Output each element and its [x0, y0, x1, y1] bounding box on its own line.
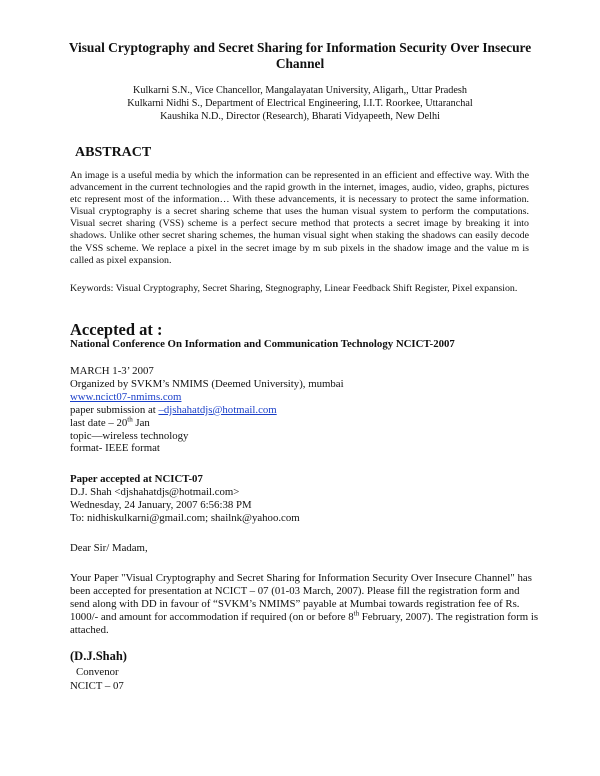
author-line: Kaushika N.D., Director (Research), Bharati Vidyapeeth, New Delhi [160, 111, 440, 123]
last-date-text: last date – 20 [70, 416, 128, 429]
last-date [70, 417, 540, 430]
keywords: Keywords: Visual Cryptography, Secret Sharing, Stegnography, Linear Feedback Shift Register, Pixel expansion. [70, 283, 518, 294]
author-line: Kulkarni S.N., Vice Chancellor, Mangalayatan University, Aligarh,, Uttar Pradesh [133, 85, 467, 96]
abstract-heading: ABSTRACT [75, 145, 152, 160]
conference-name: National Conference On Information and Communication Technology NCICT-2007 [70, 338, 455, 350]
submission-line [70, 404, 540, 417]
salutation: Dear Sir/ Madam, [70, 542, 148, 554]
letter-end: February, 2007). The registration form is attached. [70, 611, 539, 637]
author-line: Kulkarni Nidhi S., Department of Electrical Engineering, I.I.T. Roorkee, Uttaranchal [127, 98, 473, 110]
organizer: Organized by SVKM’s NMIMS (Deemed University), mumbai [70, 377, 344, 390]
email-from: D.J. Shah <djshahatdjs@hotmail.com> [70, 485, 240, 498]
email-date: Wednesday, 24 January, 2007 6:56:38 PM [70, 498, 252, 511]
signature-name: (D.J.Shah) [70, 649, 127, 663]
abstract-body: An image is a useful media by which the information can be represented in an efficient and effective way. With the advancement in the current technologies and the rapid growth in the internet, images, audio, video, graphs, pictures etc represent most of the information… With these advancements, it is necessary to protect the same information. Visual cryptography is a secret sharing scheme that uses the human visual system to perform the computations. Visual secret sharing (VSS) scheme is a perfect secure method that protects a secret image by breaking it into shadows. Unlike other secret sharing schemes, the human visual sight when staking the shadows can easily decode the VSS scheme. We replace a pixel in the secret image by m sub pixels in the shadow image and the value m is called as pixel expansion. [70, 170, 529, 266]
paper-title: Visual Cryptography and Secret Sharing for Information Security Over Insecure Channel [68, 40, 532, 71]
author-list [60, 84, 540, 124]
last-date-month: Jan [132, 416, 150, 429]
format: format- IEEE format [70, 442, 160, 455]
email-subject: Paper accepted at NCICT-07 [70, 473, 203, 485]
signature-role: Convenor [76, 666, 119, 678]
website-link[interactable]: www.ncict07-nmims.com [70, 390, 182, 403]
submission-email-link[interactable]: –djshahatdjs@hotmail.com [158, 403, 277, 416]
topic: topic—wireless technology [70, 429, 189, 442]
letter-main: Your Paper "Visual Cryptography and Secret Sharing for Information Security Over Insecure Channel" has been accepted for presentation at NCICT – 07 (01-03 March, 2007). Please fill the registration form and send along with DD in favour of “SVKM’s NMIMS” payable at Mumbai towards registration fee of Rs. 1000/- and amount for accommodation if required (on or before [70, 572, 532, 624]
signature-org: NCICT – 07 [70, 680, 124, 692]
conference-date: MARCH 1-3’ 2007 [70, 365, 154, 377]
letter-date-sup: th [353, 609, 360, 618]
letter-date-num: 8 [348, 611, 354, 624]
submission-label: paper submission at [70, 403, 159, 416]
last-date-sup: th [127, 415, 133, 424]
accepted-heading: Accepted at : [70, 320, 163, 339]
email-to: To: nidhiskulkarni@gmail.com; shailnk@yahoo.com [70, 511, 300, 524]
letter-body [70, 572, 540, 637]
conference-details [70, 365, 540, 455]
email-header [70, 473, 540, 525]
